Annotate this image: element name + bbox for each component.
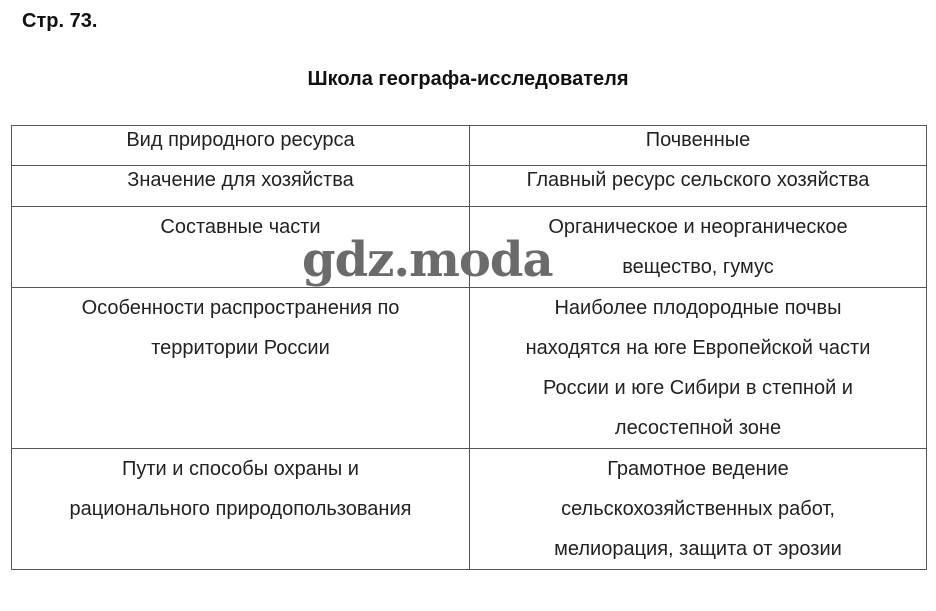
row-label-cell bbox=[12, 126, 470, 166]
table-row bbox=[12, 449, 927, 570]
section-heading: Школа географа-исследователя bbox=[307, 68, 629, 90]
row-label-cell bbox=[12, 449, 470, 570]
cell-text: Наиболее плодородные почвы bbox=[554, 297, 842, 319]
row-value-cell bbox=[470, 288, 927, 449]
cell-text: Почвенные bbox=[645, 129, 751, 151]
cell-text: Особенности распространения по bbox=[81, 297, 400, 319]
natural-resource-table bbox=[11, 125, 927, 570]
cell-text: Грамотное ведение bbox=[607, 458, 789, 480]
row-label-cell bbox=[12, 288, 470, 449]
row-label-cell bbox=[12, 207, 470, 288]
cell-text: Составные части bbox=[160, 216, 321, 238]
table-row bbox=[12, 166, 927, 207]
table-row bbox=[12, 288, 927, 449]
cell-text: территории России bbox=[151, 337, 330, 359]
cell-text: Пути и способы охраны и bbox=[122, 458, 359, 480]
cell-text: Значение для хозяйства bbox=[127, 169, 354, 191]
cell-text: вещество, гумус bbox=[622, 256, 774, 278]
cell-text: лесостепной зоне bbox=[614, 417, 782, 439]
watermark: gdz.moda bbox=[302, 232, 553, 288]
cell-text: рационального природопользования bbox=[69, 498, 412, 520]
row-value-cell bbox=[470, 207, 927, 288]
table-row bbox=[12, 126, 927, 166]
row-value-cell bbox=[470, 449, 927, 570]
table-row bbox=[12, 207, 927, 288]
cell-text: находятся на юге Европейской части bbox=[525, 337, 871, 359]
page-reference: Стр. 73. bbox=[22, 10, 98, 32]
row-value-cell bbox=[470, 166, 927, 207]
row-value-cell bbox=[470, 126, 927, 166]
cell-text: Главный ресурс сельского хозяйства bbox=[526, 169, 870, 191]
cell-text: Органическое и неорганическое bbox=[548, 216, 848, 238]
cell-text: Вид природного ресурса bbox=[126, 129, 355, 151]
cell-text: сельскохозяйственных работ, bbox=[561, 498, 835, 520]
cell-text: России и юге Сибири в степной и bbox=[543, 377, 853, 399]
row-label-cell bbox=[12, 166, 470, 207]
cell-text: мелиорация, защита от эрозии bbox=[554, 538, 842, 560]
